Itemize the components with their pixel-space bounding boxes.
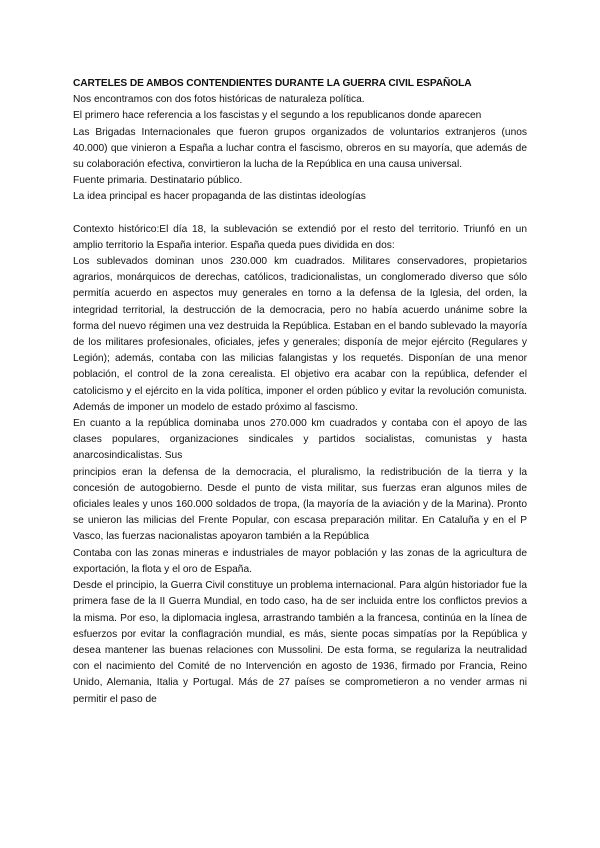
- document-body: [73, 76, 527, 708]
- intro-paragraph-3: Las Brigadas Internacionales que fueron grupos organizados de voluntarios extranjeros (unos 40.000) que vinieron a España a luchar contra el fascismo, obreros en su mayoría, que además de su colaboración efectiva, convirtieron la lucha de la República en una causa universal.: [73, 126, 527, 171]
- intro-paragraph-4: Fuente primaria. Destinatario público.: [73, 175, 243, 187]
- body-paragraph-5: Contaba con las zonas mineras e industriales de mayor población y las zonas de la agricultura de exportación, la flota y el oro de España.: [73, 547, 527, 575]
- intro-paragraph-1: Nos encontramos con dos fotos históricas de naturaleza política.: [73, 94, 365, 106]
- body-paragraph-2: Los sublevados dominan unos 230.000 km cuadrados. Militares conservadores, propietarios agrarios, monárquicos de derechas, católicos, tradicionalistas, un conglomerado diverso que sólo permitía acuerdo en aspectos muy generales en torno a la defensa de la Iglesia, del orden, la integridad territorial, la destrucción de la democracia, pero no había acuerdo unánime sobre la forma del nuevo régimen una vez destruida la República. Estaban en el bando sublevado la mayoría de los militares profesionales, oficiales, jefes y generales; disponía de mejor ejército (Regulares y Legión); además, contaba con las milicias falangistas y los requetés. Disponían de una menor población, el control de la zona cerealista. El objetivo era acabar con la república, defender el catolicismo y el ejército en la vida política, imponer el orden público y evitar la revolución comunista. Además de imponer un modelo de estado próximo al fascismo.: [73, 256, 527, 413]
- body-paragraph-4: principios eran la defensa de la democracia, el pluralismo, la redistribución de la tierra y la concesión de autogobierno. Desde el punto de vista militar, sus fuerzas eran algunos miles de oficiales leales y unos 160.000 soldados de tropa, (la mayoría de la aviación y de la Marina). Pronto se unieron las milicias del Frente Popular, con escasa preparación militar. En Cataluña y en el P Vasco, las fuerzas nacionalistas apoyaron también a la República: [73, 466, 527, 543]
- body-paragraph-1: Contexto histórico:El día 18, la sublevación se extendió por el resto del territorio. Triunfó en un amplio territorio la España interior. España queda pues dividida en dos:: [73, 223, 527, 251]
- intro-paragraph-5: La idea principal es hacer propaganda de las distintas ideologías: [73, 191, 366, 203]
- document-title: CARTELES DE AMBOS CONTENDIENTES DURANTE LA GUERRA CIVIL ESPAÑOLA: [73, 78, 472, 89]
- body-paragraph-3: En cuanto a la república dominaba unos 270.000 km cuadrados y contaba con el apoyo de las clases populares, organizaciones sindicales y partidos socialistas, comunistas y hasta anarcosindicalistas. Sus: [73, 418, 527, 462]
- paragraph-gap: [73, 206, 527, 222]
- intro-paragraph-2: El primero hace referencia a los fascistas y el segundo a los republicanos donde aparecen: [73, 110, 482, 122]
- body-paragraph-6: Desde el principio, la Guerra Civil constituye un problema internacional. Para algún historiador fue la primera fase de la II Guerra Mundial, en todo caso, ha de ser incluida entre los conflictos previos a la misma. Por eso, la diplomacia inglesa, arrastrando también a la francesa, continúa en la línea de esfuerzos por evitar la conflagración mundial, es más, siente pocas simpatías por la República y desea mantener las buenas relaciones con Mussolini. De esta forma, se regulariza la neutralidad con el nacimiento del Comité de no Intervención en agosto de 1936, firmado por Francia, Reino Unido, Alemania, Italia y Portugal. Más de 27 países se comprometieron a no vender armas ni permitir el paso de: [73, 580, 527, 705]
